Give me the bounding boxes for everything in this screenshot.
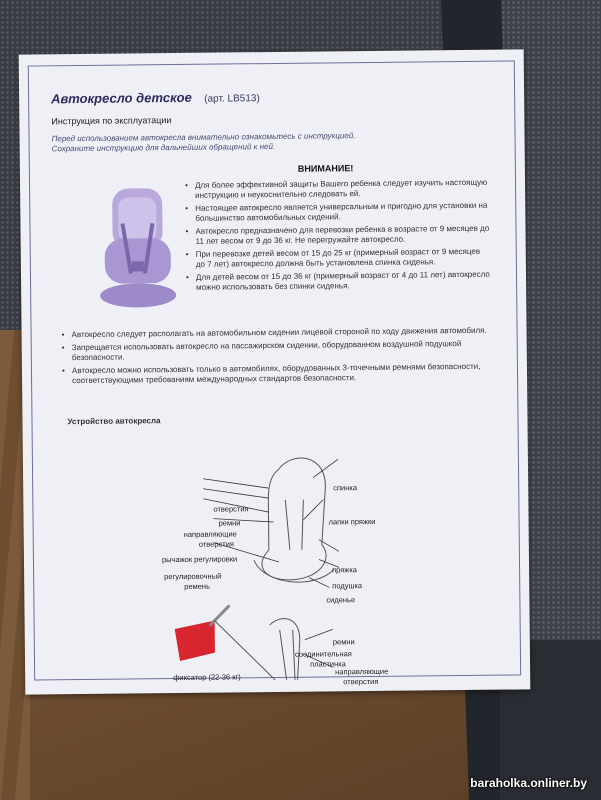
- usage-rules-list: [62, 326, 495, 390]
- instruction-sheet: [19, 49, 531, 694]
- label-clip: фиксатор (22-36 кг): [173, 672, 241, 683]
- label-straps-2: ремни: [332, 637, 355, 647]
- sheet-title: Автокресло детское: [51, 89, 192, 107]
- title-row: [51, 88, 260, 108]
- label-cushion: подушка: [332, 581, 363, 591]
- rule-item: • Автокресло следует располагать на автомобильном сидении лицевой стороной по ходу движения автомобиля.: [62, 326, 494, 341]
- sheet-subtitle: Инструкция по эксплуатации: [51, 115, 172, 127]
- label-seat: сиденье: [326, 595, 356, 605]
- label-adjust-lever: рычажок регулировки: [161, 554, 238, 565]
- seat-parts-diagram: [63, 428, 496, 687]
- label-buckle: пряжка: [332, 565, 357, 575]
- warning-item: • Для более эффективной защиты Вашего ребенка следует изучить настоящую инструкцию и неукоснительно следовать ей.: [185, 178, 490, 201]
- label-straps: ремни: [218, 518, 241, 528]
- car-seat-illustration: [92, 183, 183, 314]
- warning-item: • Автокресло предназначено для перевозки ребенка в возрасте от 9 месяцев до 11 лет весом от 9 до 36 кг. Не перегружайте автокресло.: [185, 224, 490, 247]
- site-watermark: baraholka.onliner.by: [470, 776, 587, 790]
- warnings-list: [185, 178, 491, 296]
- rule-item: • Запрещается использовать автокресло на пассажирском сидении, оборудованном воздушной подушкой безопасности.: [62, 339, 494, 364]
- label-holes: отверстия: [213, 504, 249, 514]
- rule-item: • Автокресло можно использовать только в автомобилях, оборудованных 3-точечными ремнями безопасности, соответствующими требованиям международных стандартов безопасности.: [62, 362, 494, 387]
- label-plate-2: пластинка: [310, 659, 346, 669]
- label-backrest: спинка: [333, 483, 358, 493]
- label-buckle-tabs: лапки пряжки: [328, 516, 376, 527]
- warning-item: • При перевозке детей весом от 15 до 25 кг (примерный возраст от 9 месяцев до 7 лет) автокресло должна быть установлена спинка сиденья.: [186, 247, 491, 270]
- label-guide-2b: отверстия: [343, 676, 379, 687]
- article-number: (арт. LB513): [204, 93, 260, 105]
- attention-heading: ВНИМАНИЕ!: [297, 163, 354, 174]
- section-title: Устройство автокресла: [67, 416, 161, 427]
- warning-item: • Для детей весом от 15 до 36 кг (примерный возраст от 4 до 11 лет) автокресло можно использовать без спинки сиденья.: [186, 270, 491, 293]
- label-adjust-strap-2: ремень: [184, 581, 211, 591]
- label-plate-1: соединительная: [294, 649, 352, 659]
- label-adjust-strap-1: регулировочный: [164, 571, 222, 582]
- label-guide-holes-1: направляющие: [183, 529, 237, 539]
- label-guide-holes-2: отверстия: [198, 539, 234, 549]
- seat-diagram-drawing: [63, 428, 496, 682]
- label-guide-2a: направляющие: [335, 666, 389, 677]
- intro-line-2: Сохраните инструкцию для дальнейших обращений к ней.: [51, 141, 276, 154]
- warning-item: • Настоящее автокресло является универсальным и пригодно для установки на большинство автомобильных сидений.: [185, 201, 490, 224]
- intro-line-1: Перед использованием автокресла внимательно ознакомьтесь с инструкцией.: [51, 131, 356, 144]
